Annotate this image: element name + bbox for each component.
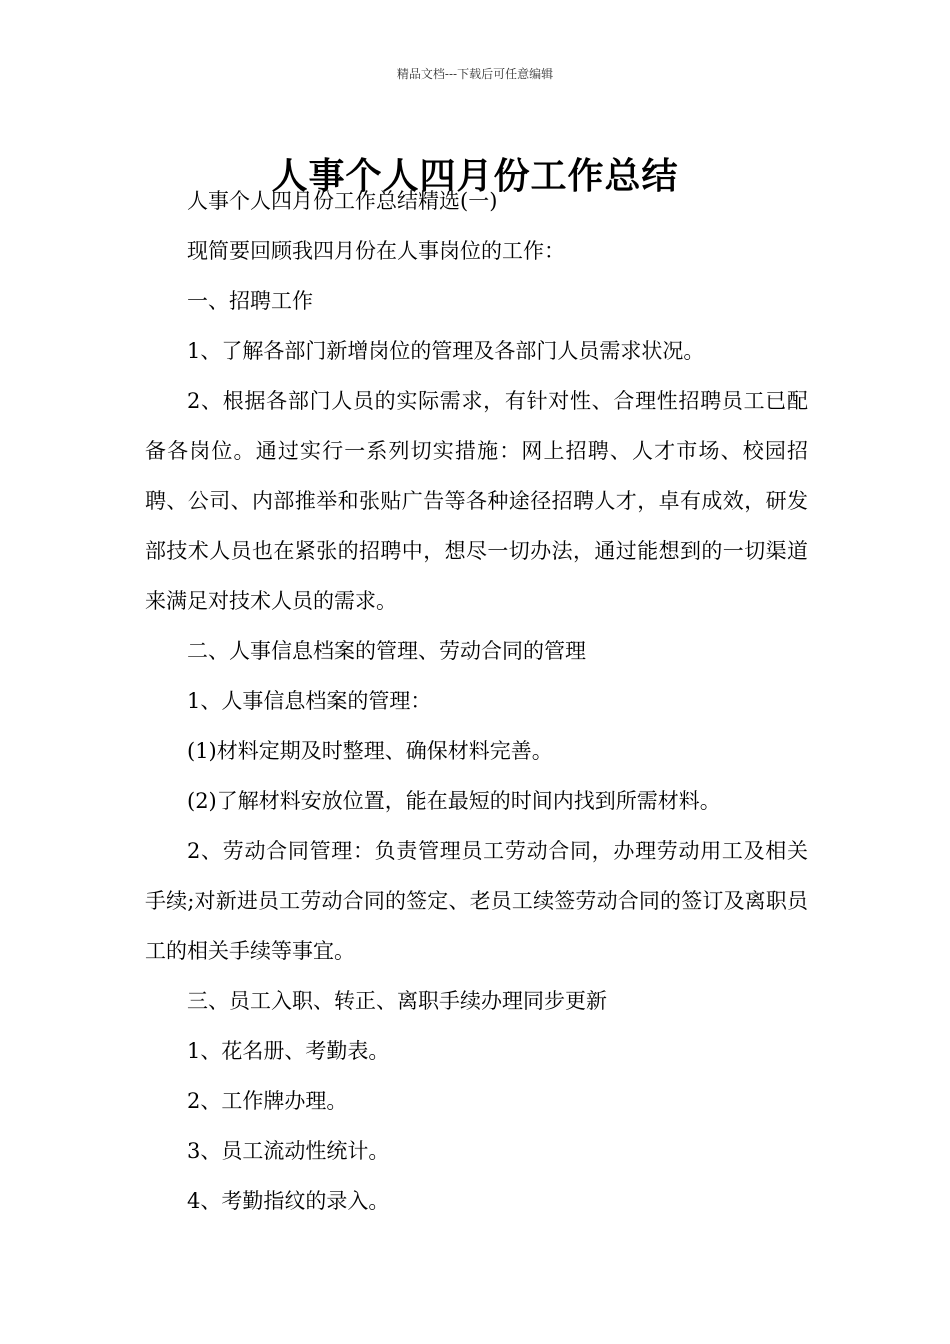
section-heading-recruitment: 一、招聘工作 xyxy=(187,289,313,313)
paragraph-item: 2、根据各部门人员的实际需求，有针对性、合理性招聘员工已配备各岗位。通过实行一系列切实措施：网上招聘、人才市场、校园招聘、公司、内部推举和张贴广告等各种途径招聘人才，卓有成效，研发部技术人员也在紧张的招聘中，想尽一切办法，通过能想到的一切渠道来满足对技术人员的需求。 xyxy=(145,389,808,613)
paragraph-subitem: (2)了解材料安放位置，能在最短的时间内找到所需材料。 xyxy=(187,789,721,813)
paragraph-item: 1、人事信息档案的管理： xyxy=(187,689,432,713)
paragraph-subitem: (1)材料定期及时整理、确保材料完善。 xyxy=(187,739,553,763)
paragraph-item: 1、花名册、考勤表。 xyxy=(187,1039,390,1063)
section-heading-onboarding: 三、员工入职、转正、离职手续办理同步更新 xyxy=(187,989,607,1013)
paragraph-item: 2、劳动合同管理：负责管理员工劳动合同，办理劳动用工及相关手续;对新进员工劳动合同的签定、老员工续签劳动合同的签订及离职员工的相关手续等事宜。 xyxy=(145,839,808,963)
section-heading-archives: 二、人事信息档案的管理、劳动合同的管理 xyxy=(187,639,586,663)
paragraph-intro: 现简要回顾我四月份在人事岗位的工作： xyxy=(187,239,565,263)
document-title: 人事个人四月份工作总结 xyxy=(271,155,679,198)
header-note: 精品文档---下载后可任意编辑 xyxy=(396,67,554,81)
paragraph-item: 1、了解各部门新增岗位的管理及各部门人员需求状况。 xyxy=(187,339,705,363)
paragraph-item: 4、考勤指纹的录入。 xyxy=(187,1189,390,1213)
document-body xyxy=(145,176,808,1226)
paragraph-item: 3、员工流动性统计。 xyxy=(187,1139,390,1163)
paragraph-subtitle: 人事个人四月份工作总结精选(一) xyxy=(187,189,498,213)
paragraph-item: 2、工作牌办理。 xyxy=(187,1089,348,1113)
